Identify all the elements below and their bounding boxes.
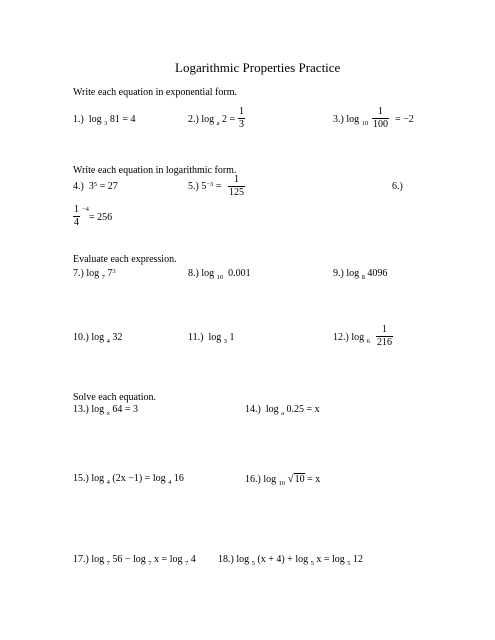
section-instruction-exponential: Write each equation in exponential form. — [73, 87, 237, 98]
problem-1: 1.) log $_3$ 81 = 4 — [73, 114, 136, 127]
problem-3: 3.) log $_{10}$ — [333, 114, 369, 127]
problem-8: 8.) log $_{10}$ 0.001 — [188, 268, 251, 281]
problem-3-fraction: $\frac{1}{100}$ — [373, 106, 388, 130]
section-instruction-evaluate: Evaluate each expression. — [73, 254, 177, 265]
problem-18: 18.) log $_5$ (x + 4) + log $_5$ x = log $_5$ 12 — [218, 554, 364, 567]
page-title: Logarithmic Properties Practice — [175, 60, 341, 75]
problem-15: 15.) log $_4$ (2x −1) = log $_4$ 16 — [73, 473, 184, 486]
problem-7: 7.) log $_7$ $7^3$ — [73, 267, 116, 281]
problem-4: 4.) $3^5 = 27$ — [73, 180, 118, 192]
problem-2-fraction: $\frac{1}{3}$ — [239, 106, 244, 130]
problem-12: 12.) log $_6$ — [333, 332, 370, 345]
problem-5-fraction: $\frac{1}{125}$ — [229, 174, 244, 198]
problem-12-fraction: $\frac{1}{216}$ — [377, 324, 392, 348]
problem-17: 17.) log $_7$ 56 − log $_7$ x = log $_7$ 4 — [73, 554, 196, 567]
problem-6-exponent: −4 — [82, 206, 89, 213]
problem-10: 10.) log $_4$ 32 — [73, 332, 123, 345]
problem-5: 5.) $5^{-3}$ = — [188, 180, 222, 192]
problem-2: 2.) log $_a$ 2 = — [188, 114, 236, 127]
problem-16: 16.) log $_{10}$ √10 = x — [245, 473, 321, 487]
radical-sign: √ — [287, 473, 294, 485]
problem-6-result: = 256 — [89, 212, 113, 223]
problem-6-fraction: $\frac{1}{4}$ — [74, 204, 79, 228]
section-instruction-solve: Solve each equation. — [73, 392, 157, 403]
problem-6-number: 6.) — [392, 181, 403, 192]
problem-13: 13.) log $_x$ 64 = 3 — [73, 404, 139, 417]
problem-9: 9.) log $_8$ 4096 — [333, 268, 388, 281]
problem-14: 14.) log $_a$ 0.25 = x — [245, 404, 320, 417]
section-instruction-logarithmic: Write each equation in logarithmic form. — [73, 165, 237, 176]
problem-3-result: = −2 — [395, 114, 414, 125]
problem-11: 11.) log $_3$ 1 — [188, 332, 235, 345]
